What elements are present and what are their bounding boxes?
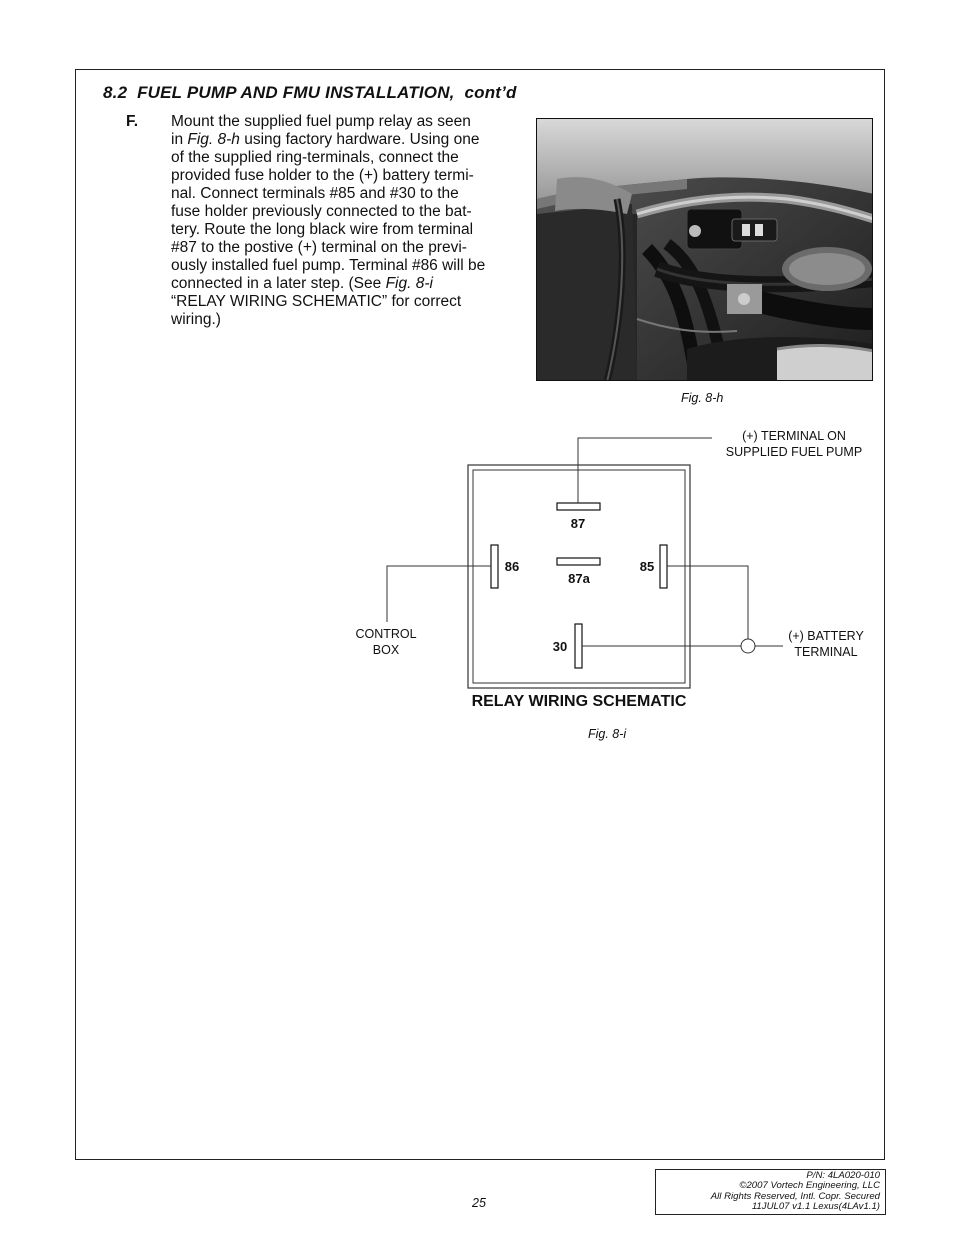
instruction-text: using factory hardware. Using one: [239, 131, 480, 148]
instruction-text: Mount the supplied fuel pump relay as seen: [171, 113, 471, 130]
instruction-text: fuse holder previously connected to the bat-: [171, 203, 472, 220]
terminal-87-pin: [557, 503, 600, 510]
terminal-87a-pin: [557, 558, 600, 565]
instruction-text: in: [171, 131, 188, 148]
terminal-87-label: 87: [570, 516, 586, 531]
schematic-title: RELAY WIRING SCHEMATIC: [471, 693, 687, 710]
footer-info-box: [655, 1169, 886, 1215]
figure-8h-caption: Fig. 8-h: [681, 391, 724, 405]
battery-callout-line1: (+) BATTERY: [788, 629, 864, 643]
instruction-text: nal. Connect terminals #85 and #30 to the: [171, 185, 459, 202]
battery-callout-line2: TERMINAL: [794, 645, 858, 659]
terminal-85-label: 85: [639, 559, 655, 574]
terminal-85-pin: [660, 545, 667, 588]
instruction-text: provided fuse holder to the (+) battery termi-: [171, 167, 474, 184]
instruction-text: tery. Route the long black wire from terminal: [171, 221, 474, 238]
section-title: 8.2 FUEL PUMP AND FMU INSTALLATION, cont’d: [103, 83, 517, 102]
figure-reference: Fig. 8-i: [385, 275, 433, 292]
instruction-text: ously installed fuel pump. Terminal #86 will be: [171, 257, 486, 274]
terminal-86-pin: [491, 545, 498, 588]
wire-86-to-control-box: [387, 566, 491, 622]
footer-rights: All Rights Reserved, Intl. Copr. Secured: [710, 1190, 880, 1202]
instruction-text: “RELAY WIRING SCHEMATIC” for correct: [171, 293, 462, 310]
instruction-text: wiring.): [171, 311, 221, 328]
fuel-pump-callout-line2: SUPPLIED FUEL PUMP: [725, 445, 863, 459]
footer-revision: 11JUL07 v1.1 Lexus(4LAv1.1): [751, 1201, 880, 1213]
step-letter: F.: [126, 113, 139, 130]
figure-8i-caption: Fig. 8-i: [588, 727, 627, 741]
wire-junction-circle: [741, 639, 755, 653]
terminal-30-pin: [575, 624, 582, 668]
figure-reference: Fig. 8-h: [187, 131, 240, 148]
control-box-callout-line2: BOX: [372, 643, 400, 657]
terminal-30-label: 30: [552, 639, 568, 654]
instruction-text: connected in a later step. (See: [171, 275, 386, 292]
page-number: 25: [472, 1196, 486, 1210]
terminal-87a-label: 87a: [568, 571, 590, 586]
footer-copyright: ©2007 Vortech Engineering, LLC: [739, 1180, 880, 1192]
control-box-callout-line1: CONTROL: [355, 627, 417, 641]
terminal-86-label: 86: [504, 559, 520, 574]
footer-part-number: P/N: 4LA020-010: [806, 1170, 880, 1181]
fuel-pump-callout-line1: (+) TERMINAL ON: [742, 429, 846, 443]
instruction-text: #87 to the postive (+) terminal on the previ-: [171, 239, 467, 256]
instruction-text: of the supplied ring-terminals, connect the: [171, 149, 459, 166]
wire-85-to-battery: [667, 566, 748, 639]
